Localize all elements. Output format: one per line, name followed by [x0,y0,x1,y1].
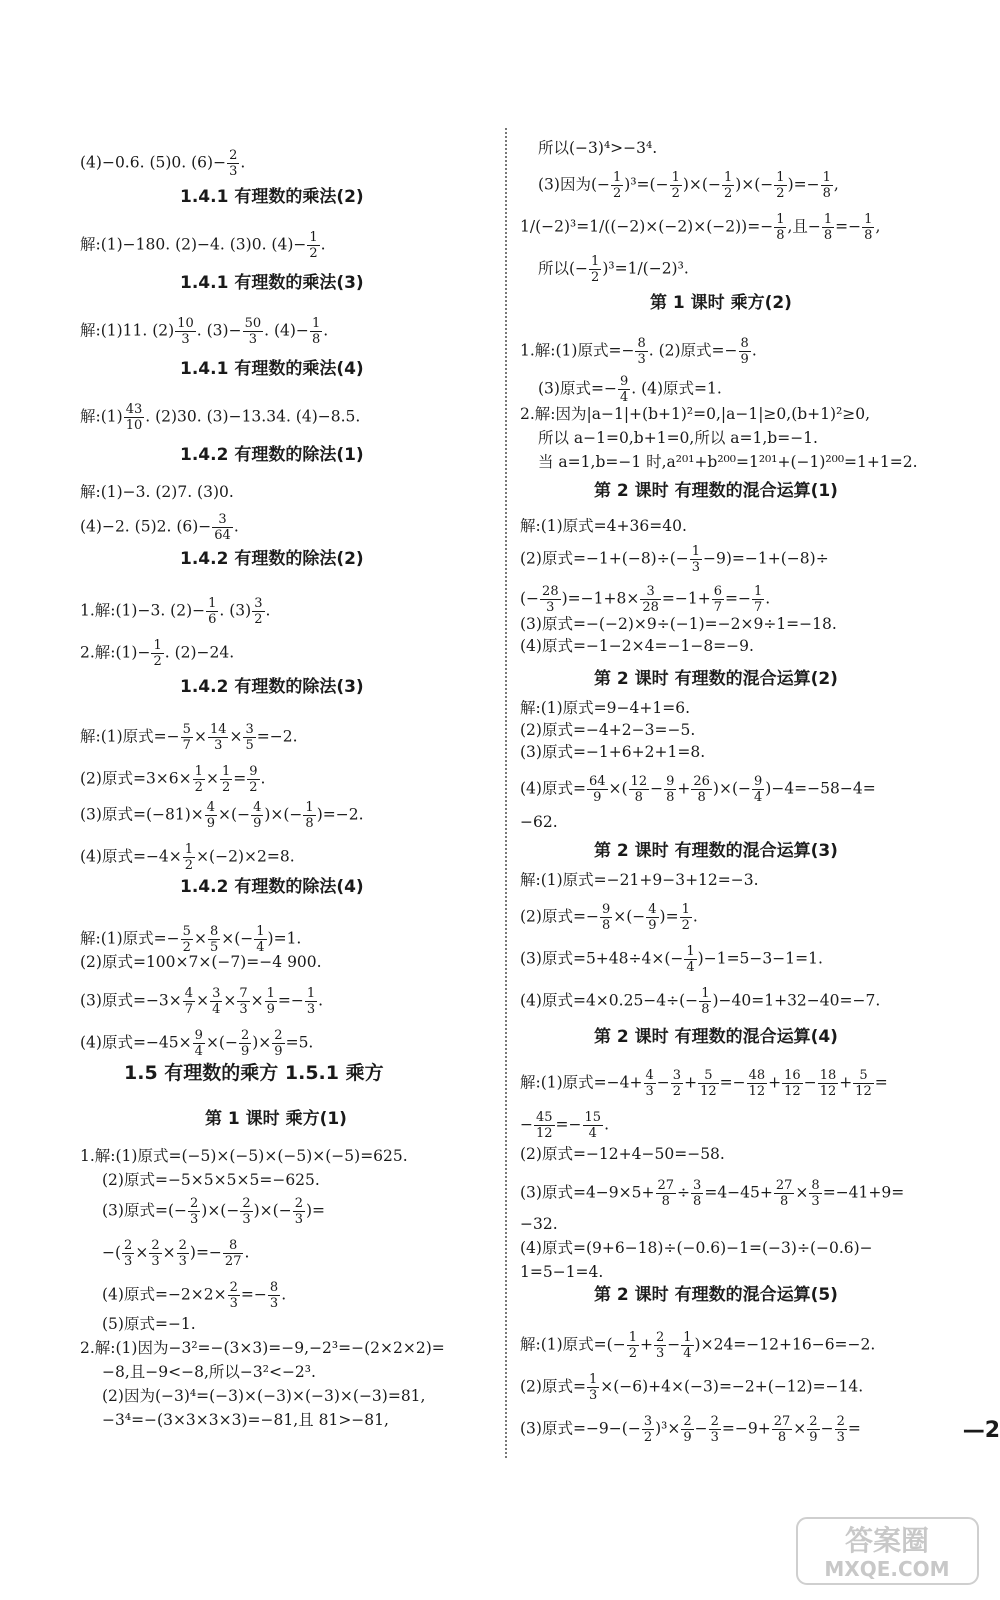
answer-line: (− $\frac{28}{3}$ )=−1+8× $\frac{3}{28}$ =−1+ $\frac{6}{7}$ =− $\frac{1}{7}$ . [520,584,771,615]
answer-line: 所以 a−1=0,b+1=0,所以 a=1,b=−1. [538,429,818,447]
answer-line: 1/(−2)³=1/((−2)×(−2)×(−2))=− $\frac{1}{8}$ ,且− $\frac{1}{8}$ =− $\frac{1}{8}$ , [520,212,881,243]
section-heading: 第 2 课时 有理数的混合运算(5) [594,1285,838,1305]
answer-line: 2.解:(1)− $\frac{1}{2}$ . (2)−24. [80,638,235,669]
answer-line: 2.解:因为|a−1|+(b+1)²=0,|a−1|≥0,(b+1)²≥0, [520,405,871,423]
answer-line: 解:(1)−3. (2)7. (3)0. [80,483,234,501]
section-heading: 第 1 课时 乘方(1) [205,1109,347,1129]
answer-line: (3)原式=−(−2)×9÷(−1)=−2×9÷1=−18. [520,615,837,633]
answer-line: (4)−2. (5)2. (6)− $\frac{3}{64}$ . [80,512,239,543]
section-heading: 1.4.1 有理数的乘法(3) [180,273,364,293]
answer-line: 所以(− $\frac{1}{2}$ )³=1/(−2)³. [538,254,689,285]
answer-line: 解:(1)原式=−21+9−3+12=−3. [520,871,759,889]
answer-line: (2)原式=− $\frac{9}{8}$ ×(− $\frac{4}{9}$ )= $\frac{1}{2}$ . [520,902,698,933]
answer-line: 1.解:(1)原式=− $\frac{8}{3}$ . (2)原式=− $\frac{8}{9}$ . [520,336,757,367]
answer-line: (4)−0.6. (5)0. (6)− $\frac{2}{3}$ . [80,148,246,179]
section-heading: 第 2 课时 有理数的混合运算(4) [594,1027,838,1047]
answer-line: (2)原式=−1+(−8)÷(− $\frac{1}{3}$ −9)=−1+(−8)÷ [520,544,829,575]
section-heading: 第 2 课时 有理数的混合运算(3) [594,841,838,861]
section-heading: 1.4.1 有理数的乘法(4) [180,359,364,379]
answer-line: −8,且−9<−8,所以−3²<−2³. [102,1363,316,1381]
svg-text:答案圈: 答案圈 [844,1524,930,1557]
answer-line: 解:(1)11. (2) $\frac{10}{3}$ . (3)− $\frac{50}{3}$ . (4)− $\frac{1}{8}$ . [80,316,329,347]
answer-line: − $\frac{45}{12}$ =− $\frac{15}{4}$ . [520,1110,610,1141]
answer-line: 解:(1)原式=−4+ $\frac{4}{3}$ − $\frac{3}{2}$ + $\frac{5}{12}$ =− $\frac{48}{12}$ + $\frac{16}{12}$ − $\frac{18}{12}$ + $\frac{5}{12}$ = [520,1068,888,1099]
answer-line: 解:(1)−180. (2)−4. (3)0. (4)− $\frac{1}{2}$ . [80,230,326,261]
answer-line: 解:(1)原式=− $\frac{5}{7}$ × $\frac{14}{3}$ × $\frac{3}{5}$ =−2. [80,722,298,753]
answer-line: (3)原式=−3× $\frac{4}{7}$ × $\frac{3}{4}$ × $\frac{7}{3}$ × $\frac{1}{9}$ =− $\frac{1}{3}$ . [80,986,324,1017]
answer-line: (4)原式=4×0.25−4÷(− $\frac{1}{8}$ )−40=1+32−40=−7. [520,986,881,1017]
answer-line: (3)原式=(−81)× $\frac{4}{9}$ ×(− $\frac{4}{9}$ )×(− $\frac{1}{8}$ )=−2. [80,800,364,831]
section-heading: 1.4.2 有理数的除法(1) [180,445,364,465]
answer-line: (2)原式=−4+2−3=−5. [520,721,696,739]
answer-line: 当 a=1,b=−1 时,a²⁰¹+b²⁰⁰=1²⁰¹+(−1)²⁰⁰=1+1=2. [538,453,918,471]
answer-line: (4)原式=−2×2× $\frac{2}{3}$ =− $\frac{8}{3}$ . [102,1280,287,1311]
answer-line: 2.解:(1)因为−3²=−(3×3)=−9,−2³=−(2×2×2)= [80,1339,445,1357]
answer-line: (4)原式=−4× $\frac{1}{2}$ ×(−2)×2=8. [80,842,295,873]
answer-line: 所以(−3)⁴>−3⁴. [538,139,658,157]
section-heading: 1.5 有理数的乘方 1.5.1 乘方 [124,1062,384,1084]
answer-line: (3)原式=5+48÷4×(− $\frac{1}{4}$ )−1=5−3−1=1. [520,944,823,975]
section-heading: 1.4.2 有理数的除法(4) [180,877,364,897]
answer-line: (4)原式=−45× $\frac{9}{4}$ ×(− $\frac{2}{9}$ )× $\frac{2}{9}$ =5. [80,1028,314,1059]
answer-line: −( $\frac{2}{3}$ × $\frac{2}{3}$ × $\frac{2}{3}$ )=− $\frac{8}{27}$ . [102,1238,250,1269]
watermark-logo [795,1516,980,1586]
answer-line: (4)原式=(9+6−18)÷(−0.6)−1=(−3)÷(−0.6)− [520,1239,873,1257]
answer-line: (2)原式=100×7×(−7)=−4 900. [80,953,322,971]
answer-line: (3)原式=− $\frac{9}{4}$ . (4)原式=1. [538,374,722,405]
section-heading: 第 1 课时 乘方(2) [650,293,792,313]
answer-line: 解:(1) $\frac{43}{10}$ . (2)30. (3)−13.34. (4)−8.5. [80,402,361,433]
answer-line: (2)因为(−3)⁴=(−3)×(−3)×(−3)×(−3)=81, [102,1387,426,1405]
answer-line: (2)原式=−12+4−50=−58. [520,1145,725,1163]
section-heading: 1.4.1 有理数的乘法(2) [180,187,364,207]
answer-line: (2)原式=−5×5×5×5=−625. [102,1171,320,1189]
answer-line: 1=5−1=4. [520,1263,604,1281]
answer-line: (4)原式=−1−2×4=−1−8=−9. [520,637,754,655]
answer-line: (4)原式= $\frac{64}{9}$ ×( $\frac{12}{8}$ − $\frac{9}{8}$ + $\frac{26}{8}$ )×(− $\frac{9}{4}$ )−4=−58−4= [520,774,876,805]
answer-line: 解:(1)原式=− $\frac{5}{2}$ × $\frac{8}{5}$ ×(− $\frac{1}{4}$ )=1. [80,924,302,955]
answer-line: 解:(1)原式=4+36=40. [520,517,687,535]
answer-line: (3)原式=(− $\frac{2}{3}$ )×(− $\frac{2}{3}$ )×(− $\frac{2}{3}$ )= [102,1196,326,1227]
section-heading: 1.4.2 有理数的除法(3) [180,677,364,697]
answer-line: (3)原式=−9−(− $\frac{3}{2}$ )³× $\frac{2}{9}$ − $\frac{2}{3}$ =−9+ $\frac{27}{8}$ × $\frac{2}{9}$ − $\frac{2}{3}$ = [520,1414,861,1445]
answer-line: 解:(1)原式=9−4+1=6. [520,699,691,717]
section-heading: 第 2 课时 有理数的混合运算(2) [594,669,838,689]
answer-line: (3)因为(− $\frac{1}{2}$ )³=(− $\frac{1}{2}$ )×(− $\frac{1}{2}$ )×(− $\frac{1}{2}$ )=− $\frac{1}{8}$ , [538,170,839,201]
answer-line: (5)原式=−1. [102,1315,196,1333]
answer-line: (3)原式=−1+6+2+1=8. [520,743,706,761]
section-heading: 第 2 课时 有理数的混合运算(1) [594,481,838,501]
answer-line: 1.解:(1)原式=(−5)×(−5)×(−5)×(−5)=625. [80,1147,408,1165]
answer-line: −3⁴=−(3×3×3×3)=−81,且 81>−81, [102,1411,389,1429]
answer-line: −32. [520,1215,558,1233]
answer-line: −62. [520,813,558,831]
svg-text:MXQE.COM: MXQE.COM [824,1557,950,1581]
answer-line: (3)原式=4−9×5+ $\frac{27}{8}$ ÷ $\frac{3}{8}$ =4−45+ $\frac{27}{8}$ × $\frac{8}{3}$ =−41+9= [520,1178,905,1209]
right-column [505,0,1000,1600]
section-heading: 1.4.2 有理数的除法(2) [180,549,364,569]
answer-line: (2)原式=3×6× $\frac{1}{2}$ × $\frac{1}{2}$ = $\frac{9}{2}$ . [80,764,266,795]
page-number: —2 [962,1418,1000,1443]
answer-line: (2)原式= $\frac{1}{3}$ ×(−6)+4×(−3)=−2+(−12)=−14. [520,1372,864,1403]
answer-line: 1.解:(1)−3. (2)− $\frac{1}{6}$ . (3) $\frac{3}{2}$ . [80,596,271,627]
answer-line: 解:(1)原式=(− $\frac{1}{2}$ + $\frac{2}{3}$ − $\frac{1}{4}$ )×24=−12+16−6=−2. [520,1330,876,1361]
